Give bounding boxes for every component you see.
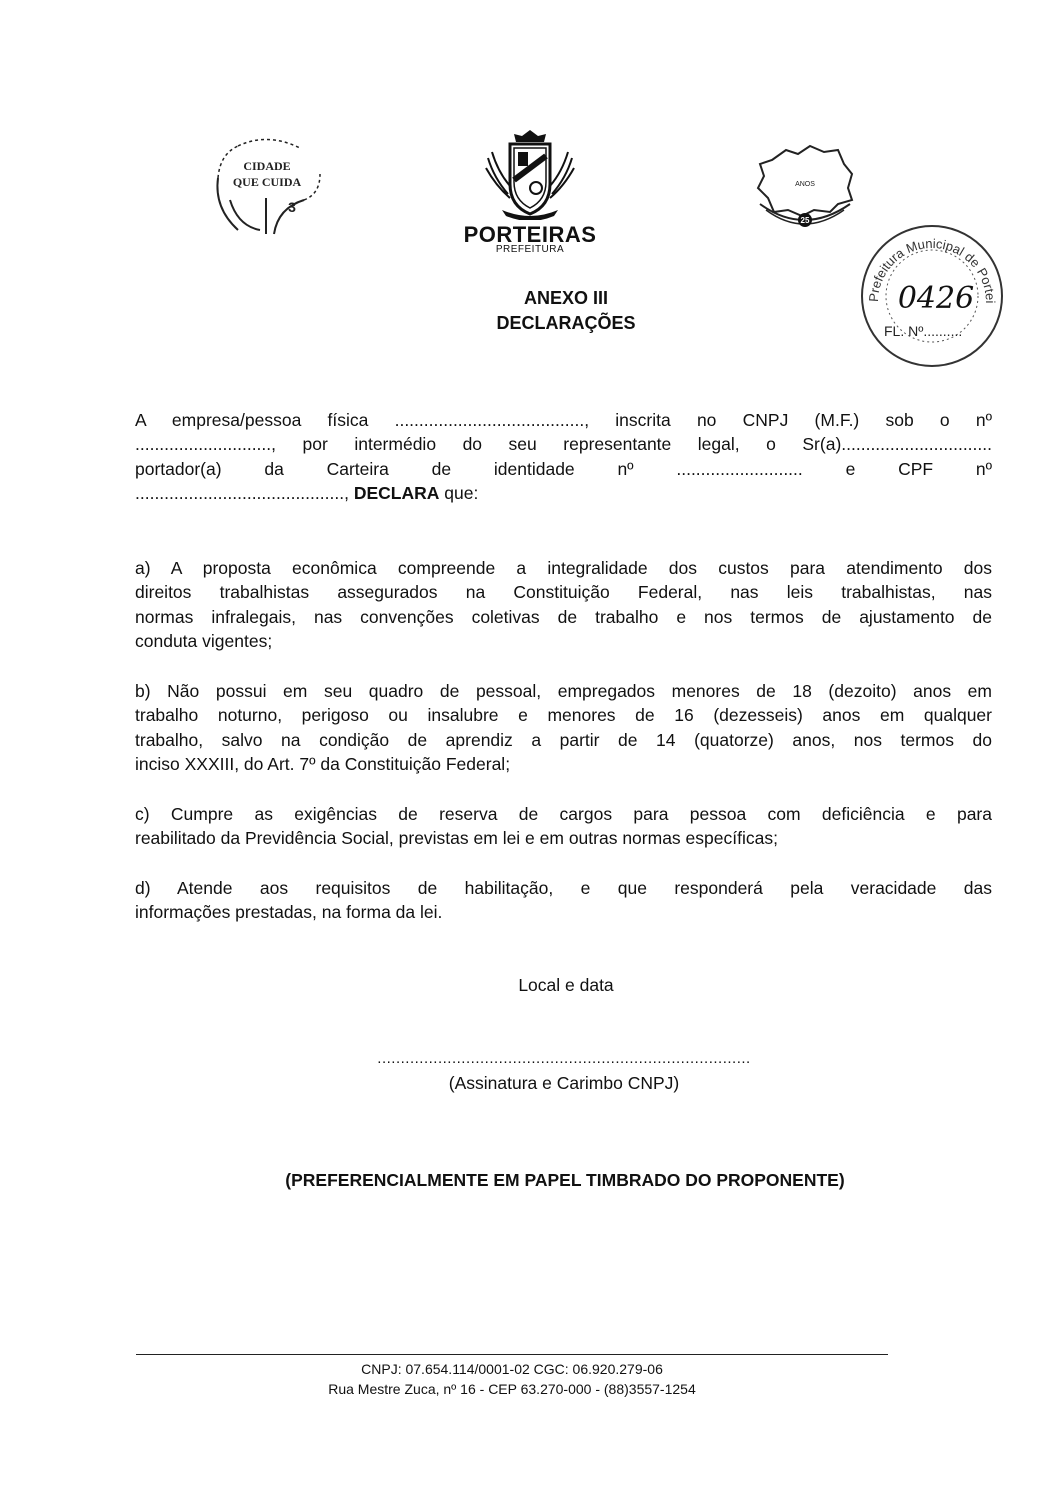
rg-blank: ..........................	[676, 458, 803, 479]
local-and-date-label: Local e data	[518, 975, 614, 995]
declaration-item-d: d) Atende aos requisitos de habilitação, e que responderá pela veracidade das informações prestadas, na forma da lei.	[135, 878, 992, 923]
cidade-que-cuida-logo	[208, 138, 326, 238]
svg-text:25: 25	[800, 216, 810, 225]
footer-cnpj: CNPJ: 07.654.114/0001-02 CGC: 06.920.279-06	[361, 1361, 663, 1377]
signature-line: ................................................................................	[377, 1050, 751, 1067]
cnpj-blank: ............................,	[135, 434, 276, 455]
cpf-blank: ...........................................,	[135, 483, 349, 504]
declaration-item-b: b) Não possui em seu quadro de pessoal, empregados menores de 18 (dezoito) anos em trabalho noturno, perigoso ou insalubre e menores de 16 (dezesseis) anos em qualquer trabalho, salvo na condição de aprendiz a partir de 14 (quatorze) anos, nos termos do inciso XXXIII, do Art. 7º da Constituição Federal;	[135, 681, 992, 775]
intro-paragraph	[135, 408, 992, 506]
left-logo-text-2: QUE CUIDA	[232, 175, 302, 189]
stamp-ring-text: Prefeitura Municipal de Portei	[865, 235, 999, 304]
brand-subtitle: PREFEITURA	[495, 244, 565, 255]
document-title: DECLARAÇÕES	[496, 313, 636, 333]
porteiras-coat-of-arms-icon	[484, 128, 576, 220]
stamp-fl-label: FL. Nº..........	[884, 323, 963, 339]
declaration-item-a: a) A proposta econômica compreende a integralidade dos custos para atendimento dos direitos trabalhistas assegurados na Constituição Federal, nas leis trabalhistas, nas normas infralegais, nas convenções coletivas de trabalho e nos termos de ajustamento de conduta vigentes;	[135, 558, 992, 652]
svg-text:3: 3	[288, 199, 296, 215]
svg-text:ANOS: ANOS	[795, 181, 815, 188]
company-name-blank: .......................................,	[394, 410, 590, 430]
page-number-stamp	[856, 220, 1006, 370]
left-logo-text-1: CIDADE	[243, 159, 291, 173]
declara-keyword: DECLARA	[353, 483, 440, 504]
anniversary-seal-icon	[752, 140, 858, 232]
annex-title: ANEXO III	[523, 288, 608, 308]
footer-address: Rua Mestre Zuca, nº 16 - CEP 63.270-000 - (88)3557-1254	[328, 1381, 696, 1397]
signature-caption: (Assinatura e Carimbo CNPJ)	[448, 1073, 680, 1093]
stamp-number: 0426	[897, 281, 975, 316]
intro-line-2: ............................, por intermédio do seu representante legal, o Sr(a)...............................	[135, 434, 992, 455]
intro-line-1: A empresa/pessoa física ......................................., inscrita no CNPJ (M.F.) sob o nº	[135, 410, 992, 430]
brand-name: PORTEIRAS	[463, 222, 597, 247]
declaration-item-c: c) Cumpre as exigências de reserva de cargos para pessoa com deficiência e para reabilitado da Previdência Social, previstas em lei e em outras normas específicas;	[135, 804, 992, 849]
intro-line-4: ..........................................., DECLARA que:	[135, 483, 479, 504]
letterhead-note: (PREFERENCIALMENTE EM PAPEL TIMBRADO DO PROPONENTE)	[285, 1170, 845, 1190]
footer-divider	[136, 1354, 888, 1355]
intro-line-3: portador(a) da Carteira de identidade nº .......................... e CPF nº	[135, 458, 992, 479]
